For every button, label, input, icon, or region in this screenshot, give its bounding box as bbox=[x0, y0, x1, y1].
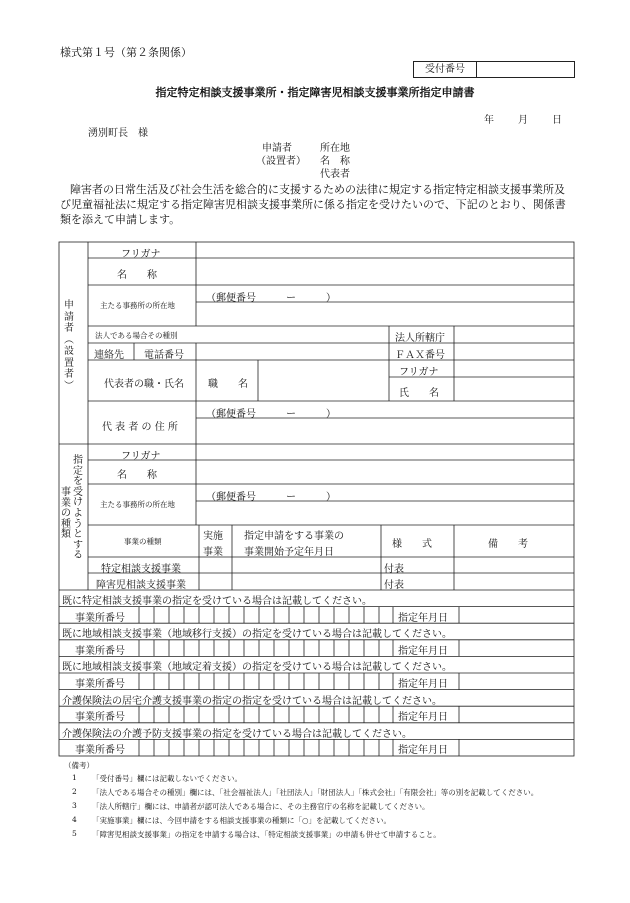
notes-heading: （備考） bbox=[64, 761, 94, 770]
applicant-postal-label: （郵便番号 ー ） bbox=[206, 293, 336, 304]
existing-designation-note: 介護保険法の居宅介護支援事業の指定の指定を受けている場合は記載してください。 bbox=[62, 695, 442, 707]
business-type-row: 障害児相談支援事業 bbox=[96, 580, 186, 591]
date-month-label: 月 bbox=[518, 115, 528, 126]
side-label-char: う bbox=[73, 518, 83, 530]
business-form-cell: 付表 bbox=[384, 564, 404, 575]
name-label: 名 称 bbox=[320, 156, 350, 167]
side-label-char: 受 bbox=[73, 486, 83, 498]
business-side-label-a bbox=[72, 456, 84, 562]
side-label-char: よ bbox=[73, 507, 83, 519]
installer-label: （設置者） bbox=[256, 156, 306, 167]
side-label-char: 設 bbox=[64, 346, 74, 357]
business-postal-label: （郵便番号 ー ） bbox=[206, 492, 336, 503]
business-type-header: 事業の種類 bbox=[124, 537, 162, 546]
existing-designation-note: 既に地域相談支援事業（地域移行支援）の指定を受けている場合は記載してください。 bbox=[62, 629, 452, 641]
address-label: 所在地 bbox=[320, 143, 350, 154]
side-label-char: け bbox=[73, 497, 83, 509]
office-number-label: 事業所番号 bbox=[75, 679, 125, 690]
intro-paragraph: 障害者の日常生活及び社会生活を総合的に支援するための法律に規定する指定特定相談支援事業所及び児童福祉法に規定する指定障害児相談支援事業所に係る指定を受けたいので、下記のとおり、関係書類を添えて申請します。 bbox=[60, 183, 566, 226]
rep-furigana-label: フリガナ bbox=[399, 367, 439, 378]
phone-label: 電話番号 bbox=[144, 350, 184, 361]
date-day-label: 日 bbox=[552, 115, 562, 126]
side-label-char: ︶ bbox=[64, 380, 74, 392]
business-side-label-b bbox=[60, 488, 72, 541]
side-label-char: 置 bbox=[64, 357, 74, 369]
date-year-label: 年 bbox=[484, 115, 494, 126]
impl-header-1: 実施 bbox=[203, 531, 223, 542]
addressee: 湧別町長 様 bbox=[88, 128, 148, 139]
rep-address-label: 代 表 者 の 住 所 bbox=[102, 422, 178, 433]
receipt-number-label: 受付番号 bbox=[414, 62, 477, 77]
note-text: 「法人所轄庁」欄には、申請者が認可法人である場合に、その主務官庁の名称を記載してください。 bbox=[92, 802, 430, 811]
note-text: 「障害児相談支援事業」の指定を申請する場合は、「特定相談支援事業」の申請も併せて申請すること。 bbox=[92, 830, 441, 839]
form-title: 指定特定相談支援事業所・指定障害児相談支援事業所指定申請書 bbox=[155, 86, 475, 99]
business-form-cell: 付表 bbox=[384, 580, 404, 591]
rep-postal-label: （郵便番号 ー ） bbox=[206, 409, 336, 420]
side-label-char: と bbox=[73, 529, 83, 541]
rep-title-label: 職 名 bbox=[208, 379, 248, 390]
applicant-furigana-label: フリガナ bbox=[121, 249, 161, 260]
applicant-main-office-label: 主たる事務所の所在地 bbox=[100, 301, 175, 310]
existing-designation-note: 既に地域相談支援事業（地域定着支援）の指定を受けている場合は記載してください。 bbox=[62, 662, 452, 674]
office-number-label: 事業所番号 bbox=[75, 745, 125, 757]
rep-name-label: 氏 名 bbox=[399, 388, 439, 399]
side-label-char: す bbox=[73, 539, 83, 551]
side-label-char: 類 bbox=[61, 529, 71, 541]
side-label-char: 者 bbox=[64, 323, 74, 334]
existing-designation-note: 既に特定相談支援事業の指定を受けている場合は記載してください。 bbox=[62, 596, 372, 607]
side-label-char: ︵ bbox=[64, 334, 74, 346]
business-name-label: 名 称 bbox=[117, 470, 157, 481]
remarks-header: 備 考 bbox=[488, 539, 528, 550]
note-number: 1 bbox=[72, 773, 77, 782]
note-number: 3 bbox=[72, 801, 77, 810]
side-label-char: 指 bbox=[73, 455, 83, 466]
applicant-side-label bbox=[62, 300, 76, 392]
office-number-label: 事業所番号 bbox=[75, 612, 125, 624]
form-number: 様式第１号（第２条関係） bbox=[60, 46, 192, 59]
start-date-header-1: 指定申請をする事業の bbox=[244, 531, 344, 542]
side-label-char: 業 bbox=[61, 497, 71, 509]
designation-date-label: 指定年月日 bbox=[398, 745, 448, 757]
designation-date-label: 指定年月日 bbox=[398, 712, 448, 724]
side-label-char: る bbox=[73, 550, 83, 562]
representative-label: 代表者 bbox=[320, 169, 350, 180]
fax-label: ＦＡＸ番号 bbox=[395, 350, 445, 361]
note-number: 4 bbox=[72, 815, 77, 824]
designation-date-label: 指定年月日 bbox=[398, 645, 448, 657]
existing-designation-note: 介護保険法の介護予防支援事業の指定を受けている場合は記載してください。 bbox=[62, 728, 412, 740]
corp-agency-label: 法人所轄庁 bbox=[395, 333, 445, 344]
designation-date-label: 指定年月日 bbox=[398, 679, 448, 690]
office-number-label: 事業所番号 bbox=[75, 712, 125, 724]
note-text: 「法人である場合その種別」欄には、「社会福祉法人」「社団法人」「財団法人」「株式会社」「有限会社」等の別を記載してください。 bbox=[92, 788, 539, 797]
side-label-char: 者 bbox=[64, 369, 74, 380]
side-label-char: の bbox=[61, 508, 71, 520]
impl-header-2: 事業 bbox=[203, 547, 223, 558]
side-label-char: 請 bbox=[64, 311, 74, 323]
applicant-name-label: 名 称 bbox=[117, 270, 157, 281]
rep-title-name-label: 代表者の職・氏名 bbox=[104, 379, 184, 390]
contact-label: 連絡先 bbox=[94, 350, 124, 361]
business-main-office-label: 主たる事務所の所在地 bbox=[100, 500, 175, 509]
note-text: 「実施事業」欄には、今回申請をする相談支援事業の種類に「○」を記載してください。 bbox=[92, 816, 392, 825]
side-label-char: 種 bbox=[61, 518, 71, 530]
applicant-label: 申請者 bbox=[262, 143, 292, 154]
side-label-char: 定 bbox=[73, 465, 83, 477]
start-date-header-2: 事業開始予定年月日 bbox=[244, 547, 334, 558]
side-label-char: 事 bbox=[61, 487, 71, 498]
business-furigana-label: フリガナ bbox=[121, 451, 161, 462]
side-label-char: 申 bbox=[64, 300, 74, 311]
office-number-label: 事業所番号 bbox=[75, 645, 125, 657]
corp-type-label: 法人である場合その種別 bbox=[95, 331, 178, 340]
designation-date-label: 指定年月日 bbox=[398, 612, 448, 624]
note-number: 5 bbox=[72, 829, 77, 838]
form-header: 様 式 bbox=[392, 539, 432, 550]
business-type-row: 特定相談支援事業 bbox=[101, 564, 181, 575]
note-text: 「受付番号」欄には記載しないでください。 bbox=[92, 774, 242, 783]
note-number: 2 bbox=[72, 787, 77, 796]
side-label-char: を bbox=[73, 476, 83, 488]
